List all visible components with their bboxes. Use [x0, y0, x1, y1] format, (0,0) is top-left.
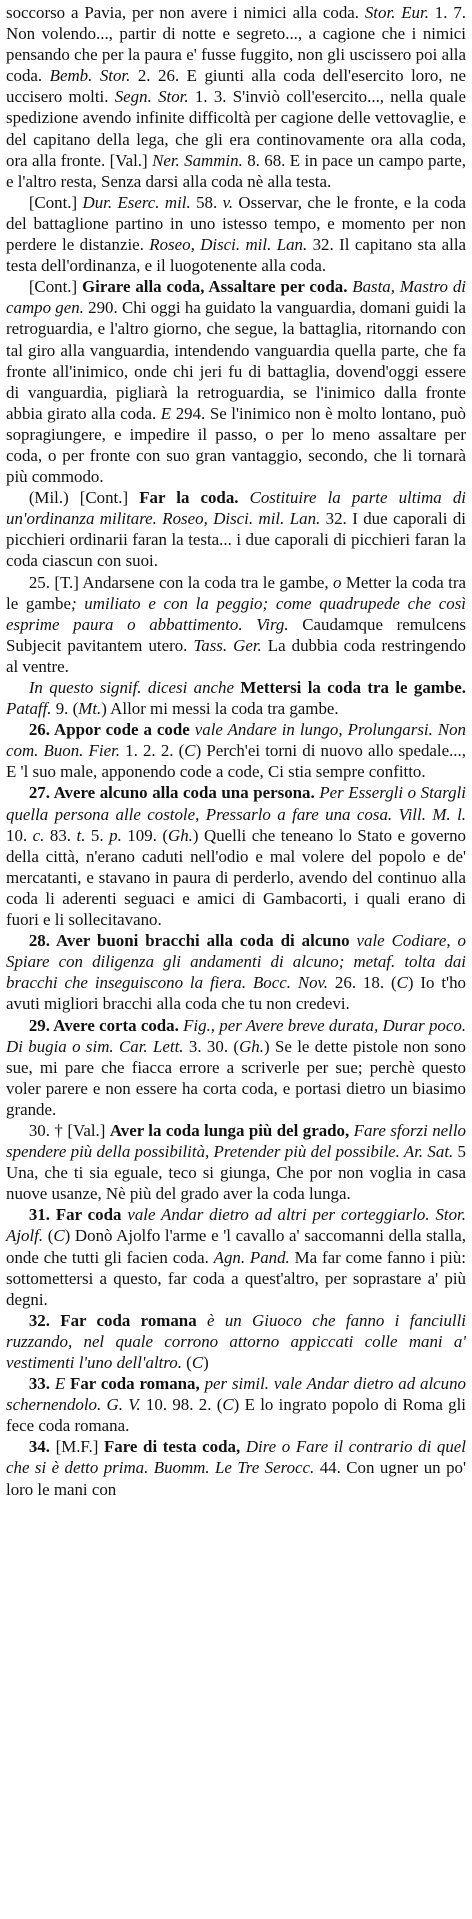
- dictionary-paragraph: [6, 1015, 466, 1120]
- italic-run: Tass. Ger.: [193, 635, 262, 655]
- italic-run: Ner. Sammin.: [152, 150, 243, 170]
- dictionary-paragraph: [6, 1310, 466, 1373]
- text-run: 83.: [44, 825, 77, 845]
- text-run: 2. 26. E giunti alla coda dell'esercito loro, ne uccisero molti.: [6, 66, 466, 107]
- italic-run: C: [222, 1395, 234, 1415]
- text-run: [197, 1311, 207, 1330]
- italic-run: Bemb. Stor.: [49, 66, 131, 86]
- bold-headword: 31. Far coda: [28, 1205, 122, 1225]
- text-run: 5.: [85, 825, 110, 845]
- dictionary-paragraph: [6, 1373, 466, 1436]
- text-run: 294. Se l'inimico non è molto lontano, può sopragiungere, e impedire il passo, o per lo meno assaltare per coda, o per fronte con suo gran vantaggio, secondo, che li tornarà più commodo.: [6, 403, 466, 487]
- text-run: (Mil.) [Cont.]: [28, 488, 140, 508]
- bold-headword: 33.: [28, 1374, 50, 1394]
- italic-run: Fig., per Avere breve durata, Durar poco. Di bugia o sim. Car. Lett.: [6, 1015, 466, 1056]
- italic-run: Roseo, Disci. mil. Lan.: [149, 235, 308, 255]
- text-run: (: [43, 1226, 54, 1246]
- italic-run: Gh.: [239, 1036, 264, 1056]
- text-run: 9. (: [51, 699, 79, 719]
- bold-headword: Far la coda.: [139, 488, 239, 508]
- bold-headword: 26. Appor code a code: [28, 720, 190, 740]
- italic-run: Dur. Eserc. mil.: [82, 192, 191, 212]
- italic-run: Stor. Eur.: [364, 3, 429, 22]
- bold-headword: Far coda romana,: [70, 1374, 200, 1394]
- text-run: ) Se le dette pistole non sono sue, mi pare che fiacca errore a scriverle per sue; perchè questo voler parere e non essere ha corta coda, e portasi dietro un biasimo grande.: [6, 1036, 467, 1119]
- text-run: [350, 931, 357, 950]
- italic-run: o: [333, 572, 342, 592]
- italic-run: t.: [76, 825, 86, 845]
- bold-headword: 32. Far coda romana: [28, 1310, 197, 1330]
- italic-run: p.: [109, 825, 122, 845]
- italic-run: vale Andar dietro ad altri per corteggiarlo. Stor. Ajolf.: [6, 1205, 466, 1246]
- italic-run: c.: [32, 825, 45, 845]
- text-run: 290. Chi oggi ha guidato la vanguardia, domani guidi la retroguardia, e l'altro giorno, che segue, la battaglia, ritornando con tal giro alla vanguardia, intendendo vanguardia quella parte, che fa fronte all'inimico, onde chi jeri fu di battaglia, dovend'oggi essere di vanguardia, pigliarà la retroguardia, se l'inimico dalla fronte abbia girato alla coda.: [6, 298, 466, 423]
- text-run: ) Io t'ho avuti migliori bracchi alla coda che tu non credevi.: [6, 973, 466, 1014]
- dictionary-paragraph: [6, 719, 466, 782]
- text-run: ) Quelli che teneano lo Stato e governo della città, n'erano caduti nell'odio e mal volere del popolo e de' mercatanti, e stavano in paura di perderlo, avendo del continuo alla coda li aderenti seguaci e amici di Gambacorti, i quali erano di fuori e li sollecitavano.: [6, 825, 466, 930]
- italic-run: v.: [222, 192, 234, 212]
- italic-run: Fare sforzi nello spendere più della possibilità, Pretender più del possibile. Ar. Sat.: [6, 1120, 466, 1162]
- text-run: 5 Una, che ti sia eguale, teco si giunga, Che por non voglia in casa nuove usanze, Nè più del grado aver la coda lunga.: [6, 1142, 466, 1204]
- dictionary-paragraph: [6, 782, 466, 930]
- text-run: ) Allor mi messi la coda tra gambe.: [101, 699, 339, 719]
- dictionary-paragraph: [6, 487, 466, 571]
- text-run: [M.F.]: [49, 1437, 104, 1457]
- italic-run: E: [54, 1374, 66, 1394]
- text-run: ): [203, 1353, 209, 1372]
- dictionary-paragraph: [6, 572, 466, 677]
- dictionary-paragraph: [6, 1204, 466, 1309]
- text-run: 10.: [6, 825, 33, 845]
- dictionary-paragraph: [6, 1436, 466, 1499]
- italic-run: Agn. Pand.: [213, 1247, 290, 1267]
- text-run: 58.: [190, 192, 223, 212]
- bold-headword: Mettersi la coda tra le gambe.: [240, 678, 466, 697]
- dictionary-paragraph: [6, 1120, 466, 1204]
- text-run: ) E lo ingrato popolo di Roma gli fece coda romana.: [6, 1395, 466, 1436]
- text-run: ) Perch'ei torni di nuovo allo spedale..., E 'l suo male, apponendo code a code, Ci stia sempre confitto.: [6, 741, 466, 782]
- dictionary-paragraph: [6, 192, 466, 276]
- italic-run: E: [160, 403, 172, 423]
- text-run: [Cont.]: [28, 192, 83, 212]
- italic-run: C: [184, 741, 196, 761]
- italic-run: vale Andare in lungo, Prolungarsi. Non com. Buon. Fier.: [6, 720, 466, 761]
- text-run: 109. (: [121, 825, 169, 845]
- text-run: 10. 98. 2. (: [140, 1395, 223, 1415]
- text-run: 25. [T.] Andarsene con la coda tra le gambe,: [28, 572, 334, 592]
- italic-run: C: [53, 1226, 65, 1246]
- bold-headword: 28. Aver buoni bracchi alla coda di alcuno: [28, 931, 350, 951]
- text-run: 32. I due caporali di picchieri ordinarii faran la testa... i due caporali di picchieri faran la coda ciascun con suoi.: [6, 509, 466, 571]
- text-run: ) Donò Ajolfo l'arme e 'l cavallo a' saccomanni della stalla, onde che tutti gli facien coda.: [6, 1226, 466, 1267]
- italic-run: vale Codiare, o Spiare con diligenza gli andamenti di alcuno; metaf. tolta dai bracchi che inseguiscono la fiera. Bocc. Nov.: [6, 931, 466, 993]
- italic-run: ; umiliato e con la peggio; come quadrupede che così esprime paura o abbattimento. Virg.: [6, 593, 467, 634]
- text-run: 1. 2. 2. (: [120, 741, 185, 761]
- text-run: Osservar, che le fronte, e la coda del battaglione partino in uno istesso tempo, e momento per non perdere le distanzie.: [6, 192, 467, 255]
- text-run: 3. 30. (: [183, 1036, 240, 1056]
- text-run: Caudamque remulcens Subjecit pavitantem utero.: [6, 614, 466, 655]
- bold-headword: Fare di testa coda,: [103, 1437, 241, 1457]
- italic-run: Costituire la parte ultima di un'ordinanza militare. Roseo, Disci. mil. Lan.: [6, 488, 466, 529]
- italic-run: C: [191, 1353, 204, 1372]
- text-run: 44. Con ugner un po' loro le mani con: [6, 1458, 466, 1499]
- italic-run: C: [396, 973, 408, 993]
- italic-run: Basta, Mastro di campo gen.: [6, 277, 467, 318]
- dictionary-paragraph: [6, 276, 466, 487]
- italic-run: è un Giuoco che fanno i fanciulli ruzzando, nel quale corrono attorno appiccati colle mani a' vestimenti l'uno dell'altro.: [6, 1310, 466, 1372]
- text-run: 26. 18. (: [328, 973, 397, 993]
- text-run: (: [181, 1353, 192, 1372]
- text-run: 32. Il capitano sta alla testa dell'ordinanza, e il luogotenente alla coda.: [6, 235, 467, 276]
- text-run: 1. 3. S'inviò coll'esercito..., nella quale spedizione avendo infinite difficoltà per cagione delle vettovaglie, e del capitano della lega, che gli era continovamente ora alla coda, ora alla fronte. [Val.]: [6, 87, 466, 170]
- text-run: 30. † [Val.]: [28, 1120, 110, 1140]
- text-run: La dubbia coda restringendo al ventre.: [6, 635, 466, 676]
- italic-run: Pataff.: [6, 699, 52, 719]
- bold-headword: 34.: [28, 1437, 50, 1457]
- text-run: [238, 488, 249, 507]
- text-run: [Cont.]: [28, 277, 82, 297]
- italic-run: Mt.: [78, 699, 102, 719]
- bold-headword: 29. Avere corta coda.: [28, 1015, 179, 1035]
- italic-run: Dire o Fare il contrario di quel che si è detto prima. Buomm. Le Tre Serocc.: [6, 1437, 466, 1478]
- text-run: 8. 68. E in pace un campo parte, e l'altro resta, Senza darsi alla coda nè alla testa.: [6, 150, 466, 191]
- bold-headword: Girare alla coda, Assaltare per coda.: [82, 277, 348, 297]
- italic-run: Gh.: [168, 825, 193, 845]
- text-run: Ma far come fanno i più: sottomettersi a questo, far coda a quest'altro, per soprastare a' più degni.: [6, 1247, 467, 1309]
- italic-run: Per Essergli o Stargli quella persona alle costole, Pressarlo a fare una cosa. Vill. M. l.: [6, 783, 466, 824]
- text-run: soccorso a Pavia, per non avere i nimici alla coda.: [6, 3, 365, 22]
- italic-run: per simil. vale Andar dietro ad alcuno schernendolo. G. V.: [6, 1374, 466, 1415]
- italic-run: Segn. Stor.: [114, 87, 189, 107]
- dictionary-paragraph: [6, 2, 466, 192]
- text-run: Metter la coda tra le gambe: [6, 572, 466, 613]
- bold-headword: Aver la coda lunga più del grado,: [109, 1120, 350, 1140]
- bold-headword: 27. Avere alcuno alla coda una persona.: [28, 783, 315, 803]
- dictionary-paragraph: [6, 677, 466, 719]
- italic-run: In questo signif. dicesi anche: [28, 678, 234, 697]
- dictionary-paragraph: [6, 930, 466, 1014]
- text-run: 1. 7. Non volendo..., partir di notte e segreto..., a cagione che i nimici pensando che per la paura e' fusse fuggito, non gli uscissero poi alla coda.: [6, 3, 466, 86]
